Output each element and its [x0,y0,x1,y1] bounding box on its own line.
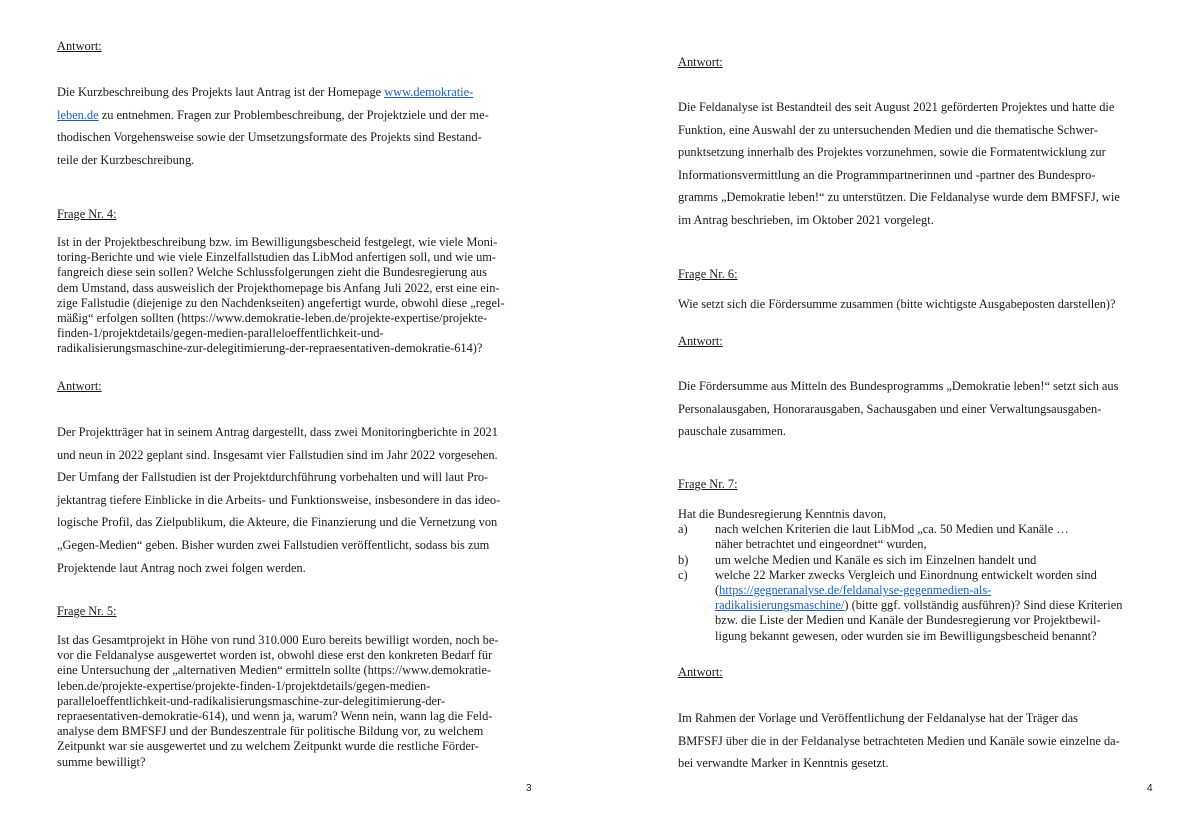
answer-heading: Antwort: [57,39,102,53]
answer-heading: Antwort: [678,55,723,69]
answer-6-paragraph: Die Fördersumme aus Mitteln des Bundesprogramms „Demokratie leben!“ setzt sich aus Personalausgaben, Honorarausgaben, Sachausgaben und einer Verwaltungsausgaben- pauschale zusammen. [678,379,1119,439]
answer-paragraph: Die Kurzbeschreibung des Projekts laut Antrag ist der Homepage www.demokratie- leben.de zu entnehmen. Fragen zur Problembeschreibung, der Projektziele und der me- thodischen Vorgehensweise sowie der Umsetzungsformate des Projekts sind Bestand- teile der Kurzbeschreibung. [57,85,489,167]
gegneranalyse-link[interactable]: https://gegneranalyse.de/feldanalyse-gegenmedien-als- [719,582,992,597]
question-6-heading: Frage Nr. 6: [678,267,738,281]
gegneranalyse-link-continued[interactable]: radikalisierungsmaschine/ [715,598,845,613]
answer-7-paragraph: Im Rahmen der Vorlage und Veröffentlichung der Feldanalyse hat der Träger das BMFSFJ über die in der Feldanalyse betrachteten Medien und Kanäle sowie einzelne da- bei verwandte Marker in Kenntnis gesetzt. [678,711,1120,771]
answer-4-paragraph: Der Projektträger hat in seinem Antrag dargestellt, dass zwei Monitoringberichte in 2021 und neun in 2022 geplant sind. Insgesamt vier Fallstudien sind im Jahr 2022 vorgesehen. Der Umfang der Fallstudien ist der Projektdurchführung vorbehalten und will laut Pro- jektantrag tiefere Einblicke in die Arbeits- und Funktionsweise, insbesondere in das ideo- logische Profil, das Zielpublikum, die Akteure, die Finanzierung und die Vernetzung von „Gegen-Medien“ geben. Bisher wurden zwei Fallstudien veröffentlicht, sodass bis zum Projektende laut Antrag noch zwei folgen werden. [57,425,501,575]
question-4-text: Ist in der Projektbeschreibung bzw. im Bewilligungsbescheid festgelegt, wie viele Moni- toring-Berichte und wie viele Einzelfallstudien das LibMod anfertigen soll, und wie um- fangreich diese sein sollen? Welche Schlussfolgerungen zieht die Bundesregierung aus dem Umstand, dass ausweislich der Projekthomepage bis Anfang Juli 2022, erst eine ein- zige Fallstudie (diejenige zu den Nachdenkseiten) angefertigt wurde, obwohl diese „regel- mäßig“ erfolgen sollten (https://www.demokratie-leben.de/projekte-expertise/projekte- finden-1/projektdetails/gegen-medien-paralleloeffentlichkeit-und- radikalisierungsmaschine-zur-delegitimierung-der-repraesentativen-demokratie-614)? [57,235,505,356]
page-number: 4 [1147,783,1153,794]
list-item: b) um welche Medien und Kanäle es sich im Einzelnen handelt und [678,552,1037,567]
answer-7-heading: Antwort: [678,665,723,679]
question-5-text: Ist das Gesamtprojekt in Höhe von rund 310.000 Euro bereits bewilligt worden, noch be- vor die Feldanalyse ausgewertet worden ist, obwohl diese erst den konkreten Bedarf für eine Untersuchung der „alternativen Medien“ ermitteln sollte (https://www.demokratie- leben.de/projekte-expertise/projekte-finden-1/projektdetails/gegen-medien- paralleloeffentlichkeit-und-radikalisierungsmaschine-zur-delegitimierung-der- repraesentativen-demokratie-614), und wenn ja, warum? Wenn nein, wann lag die Feld- analyse dem BMFSFJ und der Bundeszentrale für politische Bildung vor, zu welchem Zeitpunkt war sie ausgewertet und zu welchem Zeitpunkt wurde die restliche Förder- summe bewilligt? [57,633,499,769]
page-number: 3 [526,783,532,794]
question-4-heading: Frage Nr. 4: [57,207,117,221]
answer-6-heading: Antwort: [678,334,723,348]
homepage-link[interactable]: www.demokratie- [384,85,474,99]
question-5-heading: Frage Nr. 5: [57,604,117,618]
homepage-link-continued[interactable]: leben.de [57,107,99,122]
list-item: a) nach welchen Kriterien die laut LibMod „ca. 50 Medien und Kanäle … [678,522,1069,537]
question-7-heading: Frage Nr. 7: [678,477,738,491]
answer-4-heading: Antwort: [57,379,102,393]
document-page-4 [620,0,1200,827]
answer-paragraph: Die Feldanalyse ist Bestandteil des seit August 2021 geförderten Projektes und hatte die Funktion, eine Auswahl der zu untersuchenden Medien und die thematische Schwer- punktsetzung innerhalb des Projektes vorzunehmen, sowie die Formatentwicklung zur Informationsvermittlung an die Programmpartnerinnen und -partner des Bundespro- gramms „Demokratie leben!“ zu unterstützen. Die Feldanalyse wurde dem BMFSFJ, wie im Antrag beschrieben, im Oktober 2021 vorgelegt. [678,100,1120,227]
list-item: c) welche 22 Marker zwecks Vergleich und Einordnung entwickelt worden sind [678,567,1097,582]
question-6-text: Wie setzt sich die Fördersumme zusammen (bitte wichtigste Ausgabeposten darstellen)? [678,297,1116,311]
question-7-text: Hat die Bundesregierung Kenntnis davon, a) nach welchen Kriterien die laut LibMod „ca. 50 Medien und Kanäle … näher betrachtet und eingeordnet“ wurden, b) um welche Medien und Kanäle es sich im Einzelnen handelt und c) welche 22 Marker zwecks Vergleich und Einordnung entwickelt worden sind (https://gegneranalyse.de/feldanalyse-gegenmedien-als- radikalisierungsmaschine/) (bitte ggf. vollständig ausführen)? Sind diese Kriterien bzw. die Liste der Medien und Kanäle der Bundesregierung vor Projektbewil- ligung bekannt gewesen, oder wurden sie im Bewilligungsbescheid benannt? [678,507,1162,644]
